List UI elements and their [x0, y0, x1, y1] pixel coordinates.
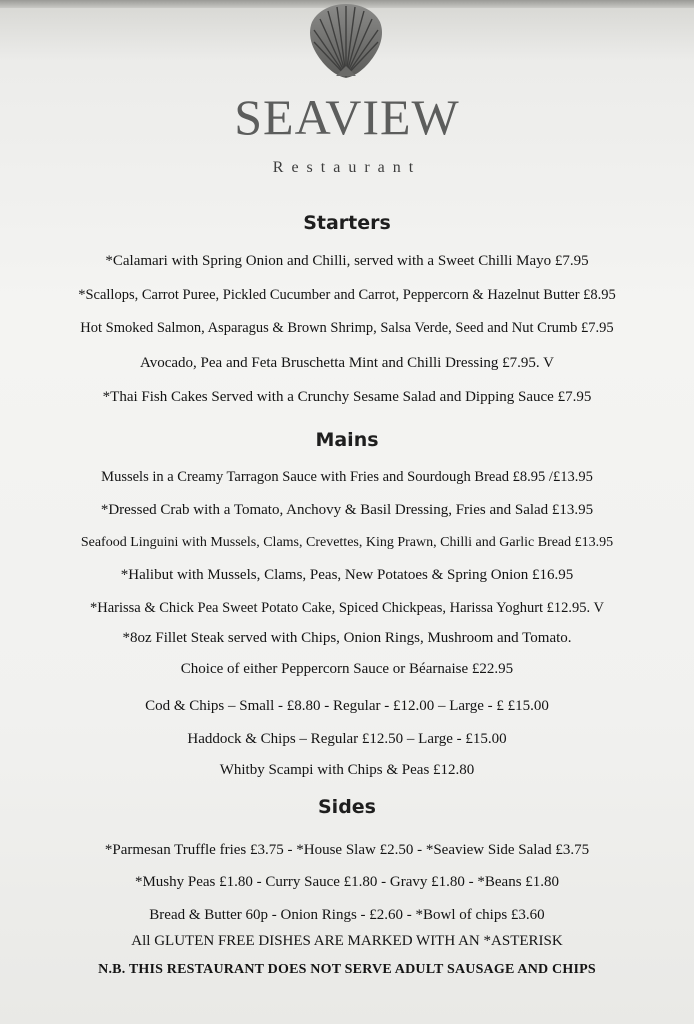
menu-item: Seafood Linguini with Mussels, Clams, Crevettes, King Prawn, Chilli and Garlic Bread £13.95 — [80, 535, 614, 550]
sides-heading: Sides — [318, 796, 376, 818]
restaurant-notice: N.B. THIS RESTAURANT DOES NOT SERVE ADULT SAUSAGE AND CHIPS — [98, 962, 596, 977]
menu-item: Hot Smoked Salmon, Asparagus & Brown Shrimp, Salsa Verde, Seed and Nut Crumb £7.95 — [80, 320, 614, 336]
menu-item: *Scallops, Carrot Puree, Pickled Cucumber and Carrot, Peppercorn & Hazelnut Butter £8.95 — [78, 287, 616, 303]
restaurant-subtitle: Restaurant — [272, 159, 422, 176]
gluten-free-note: All GLUTEN FREE DISHES ARE MARKED WITH AN *ASTERISK — [131, 933, 563, 949]
menu-item: Cod & Chips – Small - £8.80 - Regular - £12.00 – Large - £ £15.00 — [145, 698, 549, 714]
menu-item: Haddock & Chips – Regular £12.50 – Large - £15.00 — [187, 731, 507, 747]
starters-heading: Starters — [303, 212, 391, 234]
mains-heading: Mains — [315, 429, 379, 451]
menu-item: *Mushy Peas £1.80 - Curry Sauce £1.80 - Gravy £1.80 - *Beans £1.80 — [134, 874, 560, 890]
menu-item: Choice of either Peppercorn Sauce or Béarnaise £22.95 — [180, 661, 514, 677]
menu-item: *Halibut with Mussels, Clams, Peas, New Potatoes & Spring Onion £16.95 — [120, 567, 574, 583]
menu-item: Bread & Butter 60p - Onion Rings - £2.60 - *Bowl of chips £3.60 — [149, 907, 545, 923]
menu-item: *Harissa & Chick Pea Sweet Potato Cake, Spiced Chickpeas, Harissa Yoghurt £12.95. V — [89, 600, 605, 616]
menu-item: *Dressed Crab with a Tomato, Anchovy & Basil Dressing, Fries and Salad £13.95 — [100, 502, 594, 518]
menu-item: Whitby Scampi with Chips & Peas £12.80 — [219, 762, 475, 778]
menu-item: Avocado, Pea and Feta Bruschetta Mint and Chilli Dressing £7.95. V — [140, 355, 554, 371]
restaurant-name: SEAVIEW — [234, 89, 460, 145]
menu-item: *Parmesan Truffle fries £3.75 - *House Slaw £2.50 - *Seaview Side Salad £3.75 — [104, 842, 590, 858]
menu-item: *Thai Fish Cakes Served with a Crunchy Sesame Salad and Dipping Sauce £7.95 — [102, 389, 592, 405]
menu-item: Mussels in a Creamy Tarragon Sauce with Fries and Sourdough Bread £8.95 /£13.95 — [101, 469, 593, 485]
menu-item: *Calamari with Spring Onion and Chilli, served with a Sweet Chilli Mayo £7.95 — [105, 253, 589, 269]
menu-item: *8oz Fillet Steak served with Chips, Onion Rings, Mushroom and Tomato. — [122, 630, 572, 646]
scallop-shell-icon — [306, 2, 386, 82]
